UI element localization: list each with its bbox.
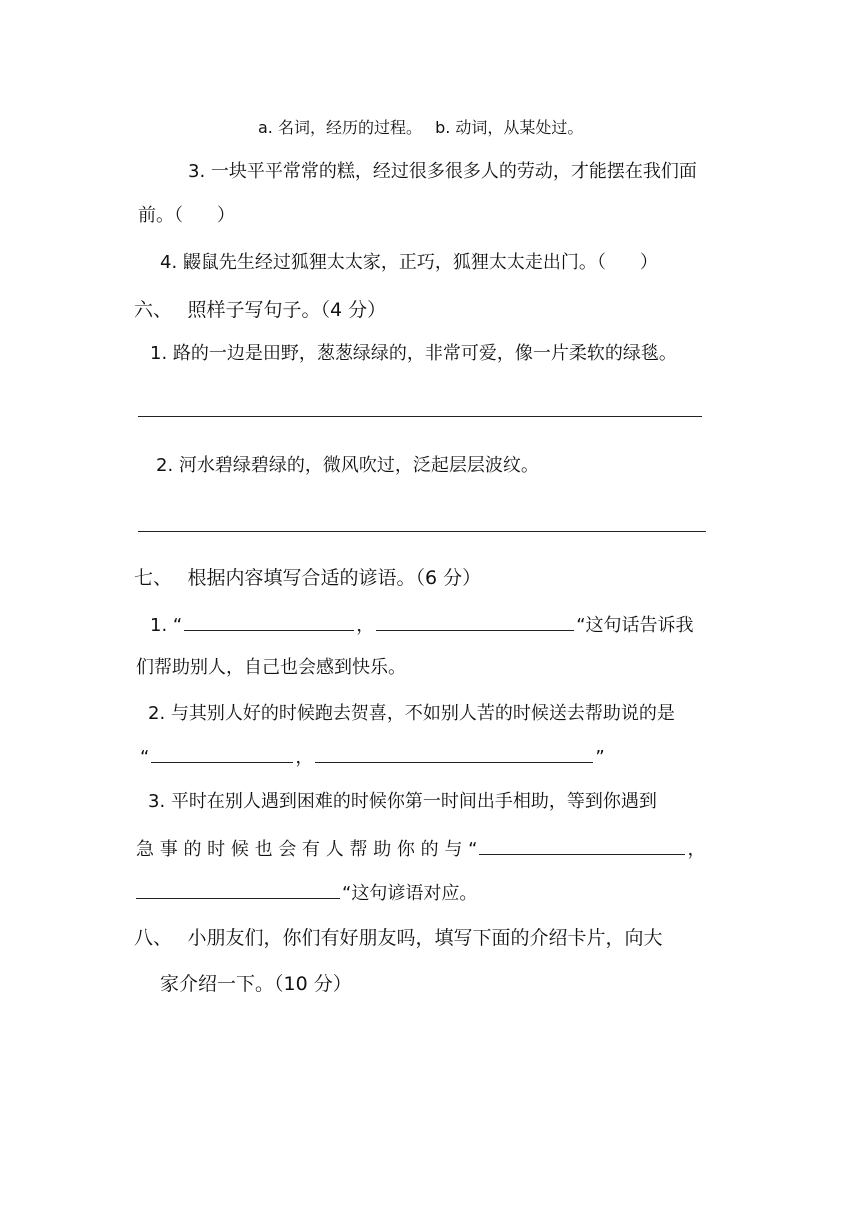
section-8-heading-cont: 家介绍一下。（10 分） — [160, 973, 352, 995]
comma: ， — [356, 615, 375, 636]
comma: ， — [295, 747, 314, 768]
fill-blank[interactable] — [479, 836, 685, 855]
section-7-question-2-blanks — [140, 744, 605, 770]
fill-blank[interactable] — [376, 612, 574, 631]
answer-line[interactable] — [138, 531, 706, 532]
comma: ， — [687, 839, 706, 860]
section-7-question-2: 2. 与其别人好的时候跑去贺喜，不如别人苦的时候送去帮助说的是 — [148, 703, 675, 724]
fill-blank[interactable] — [315, 744, 593, 763]
open-quote: “ — [140, 747, 150, 768]
question-3-text: 急 事 的 时 候 也 会 有 人 帮 助 你 的 与 “ — [136, 839, 478, 860]
section-7-question-3-line2 — [136, 836, 705, 862]
question-3-suffix: “这句谚语对应。 — [342, 883, 478, 904]
question-1-prefix: 1. “ — [150, 615, 183, 636]
question-5-3-line2 — [138, 204, 235, 228]
question-5-3-line1: 3. 一块平平常常的糕，经过很多很多人的劳动，才能摆在我们面 — [188, 161, 697, 182]
answer-line[interactable] — [138, 416, 702, 417]
section-7-heading: 七、 根据内容填写合适的谚语。（6 分） — [134, 567, 482, 589]
question-1-suffix: “这句话告诉我 — [576, 615, 694, 636]
question-5-3-text: 前。（ — [138, 205, 183, 226]
section-6-heading: 六、 照样子写句子。（4 分） — [134, 299, 387, 321]
fill-blank[interactable] — [136, 880, 340, 899]
fill-blank[interactable] — [184, 612, 354, 631]
section-7-question-1 — [150, 612, 694, 638]
close-quote: ” — [595, 747, 605, 768]
closing-paren: ） — [639, 252, 658, 273]
section-8-heading: 八、 小朋友们，你们有好朋友吗，填写下面的介绍卡片，向大 — [134, 927, 663, 949]
section-7-question-1-cont: 们帮助别人，自己也会感到快乐。 — [136, 657, 406, 678]
section-6-question-2: 2. 河水碧绿碧绿的，微风吹过，泛起层层波纹。 — [156, 455, 539, 476]
section-7-question-3-line1: 3. 平时在别人遇到困难的时候你第一时间出手相助，等到你遇到 — [148, 791, 657, 812]
section-7-question-3-line3 — [136, 880, 477, 906]
question-5-4-text: 4. 鼹鼠先生经过狐狸太太家，正巧，狐狸太太走出门。（ — [160, 252, 606, 273]
closing-paren: ） — [217, 205, 235, 226]
section-6-question-1: 1. 路的一边是田野，葱葱绿绿的，非常可爱，像一片柔软的绿毯。 — [150, 343, 677, 364]
question-5-4 — [160, 251, 658, 275]
answer-options: a. 名词，经历的过程。 b. 动词，从某处过。 — [258, 118, 584, 137]
fill-blank[interactable] — [151, 744, 293, 763]
